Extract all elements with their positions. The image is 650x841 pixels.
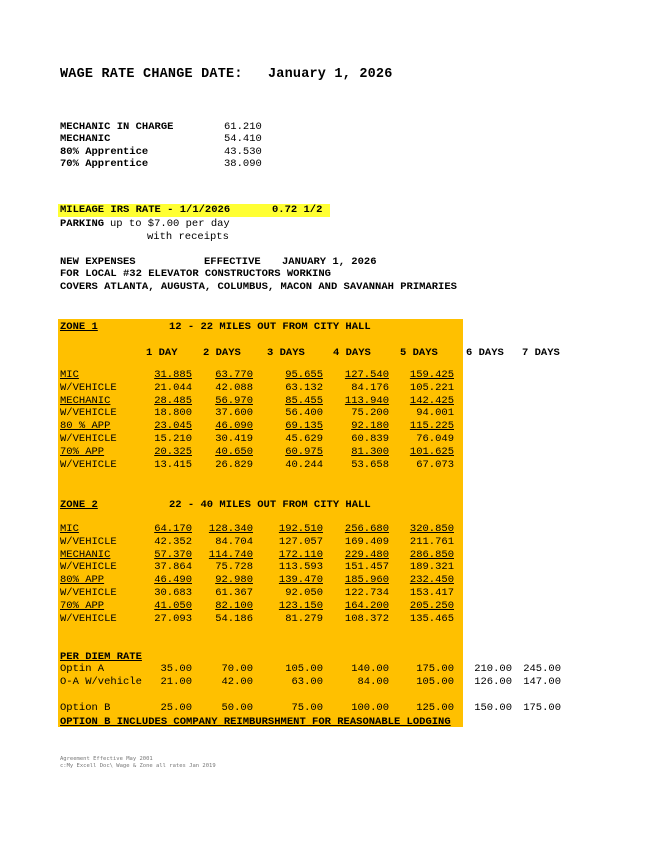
rate-cell: 286.850 <box>409 548 454 561</box>
rate-cell: 84.176 <box>351 381 389 394</box>
rate-cell: 37.600 <box>215 407 253 420</box>
row-label: Option B <box>60 702 111 714</box>
rate-cell: 30.683 <box>154 587 192 599</box>
rate-cell: 151.457 <box>344 561 389 574</box>
footer-line-1: Agreement Effective May 2001 <box>60 756 153 762</box>
rate-cell: 92.980 <box>215 574 253 587</box>
rate-cell: 128.340 <box>208 523 253 535</box>
rate-cell: 139.470 <box>278 574 323 587</box>
rate-cell: 135.465 <box>409 612 454 625</box>
rate-cell: 147.00 <box>523 676 561 688</box>
zone1-desc: 12 - 22 MILES OUT FROM CITY HALL <box>169 321 371 333</box>
base-rate-value: 38.090 <box>224 158 262 170</box>
rate-cell: 46.490 <box>154 574 192 587</box>
zone2-label: ZONE 2 <box>60 499 98 511</box>
rate-cell: 100.00 <box>351 702 389 714</box>
rate-cell: 21.044 <box>154 381 192 394</box>
rate-cell: 175.00 <box>523 702 561 714</box>
rate-cell: 169.409 <box>344 535 389 548</box>
row-label: 70% APP <box>60 599 105 612</box>
rate-cell: 159.425 <box>409 369 454 381</box>
rate-cell: 23.045 <box>154 420 192 433</box>
row-label: W/VEHICLE <box>60 535 117 548</box>
rate-cell: 42.00 <box>221 676 253 688</box>
mileage-label: MILEAGE IRS RATE - 1/1/2026 <box>60 204 231 216</box>
rate-cell: 105.221 <box>409 381 454 394</box>
rate-cell: 31.885 <box>154 369 192 381</box>
day-header: 2 DAYS <box>203 347 241 359</box>
rate-cell: 105.00 <box>416 676 454 688</box>
rate-cell: 92.050 <box>285 587 323 599</box>
rate-cell: 164.200 <box>344 599 389 612</box>
rate-cell: 60.839 <box>351 433 389 445</box>
rate-cell: 45.629 <box>285 433 323 445</box>
rate-cell: 56.400 <box>285 407 323 420</box>
rate-cell: 35.00 <box>160 663 192 675</box>
rate-cell: 95.655 <box>285 369 323 381</box>
rate-cell: 175.00 <box>416 663 454 675</box>
row-label: MECHANIC <box>60 394 111 407</box>
rate-cell: 63.770 <box>215 369 253 381</box>
parking-text-2: with receipts <box>147 231 229 243</box>
rate-cell: 13.415 <box>154 458 192 471</box>
base-rate-value: 61.210 <box>224 121 262 133</box>
footer-line-2: c:My Excell Doc\ Wage & Zone all rates Jan 2019 <box>60 763 216 769</box>
rate-cell: 18.800 <box>154 407 192 420</box>
wage-change-label: WAGE RATE CHANGE DATE: <box>60 67 243 82</box>
rate-cell: 150.00 <box>474 702 512 714</box>
row-label: W/VEHICLE <box>60 433 117 445</box>
rate-cell: 61.367 <box>215 587 253 599</box>
rate-cell: 189.321 <box>409 561 454 574</box>
mileage-value: 0.72 1/2 <box>272 204 323 216</box>
base-rate-name: MECHANIC <box>60 133 111 145</box>
rate-cell: 229.480 <box>344 548 389 561</box>
day-header: 3 DAYS <box>267 347 305 359</box>
rate-cell: 27.093 <box>154 612 192 625</box>
rate-cell: 232.450 <box>409 574 454 587</box>
day-header: 1 DAY <box>146 347 178 359</box>
row-label: 70% APP <box>60 445 105 458</box>
rate-cell: 142.425 <box>409 394 454 407</box>
expenses-date: JANUARY 1, 2026 <box>282 256 377 268</box>
rate-cell: 60.975 <box>285 445 323 458</box>
day-header: 7 DAYS <box>522 347 560 359</box>
rate-cell: 20.325 <box>154 445 192 458</box>
rate-cell: 40.244 <box>285 458 323 471</box>
rate-cell: 115.225 <box>409 420 454 433</box>
day-header: 6 DAYS <box>466 347 504 359</box>
rate-cell: 192.510 <box>278 523 323 535</box>
rate-cell: 123.150 <box>278 599 323 612</box>
rate-cell: 42.352 <box>154 535 192 548</box>
rate-cell: 185.960 <box>344 574 389 587</box>
rate-cell: 320.850 <box>409 523 454 535</box>
expenses-line-3: COVERS ATLANTA, AUGUSTA, COLUMBUS, MACON AND SAVANNAH PRIMARIES <box>60 281 457 293</box>
rate-cell: 57.370 <box>154 548 192 561</box>
rate-cell: 56.970 <box>215 394 253 407</box>
rate-cell: 172.110 <box>278 548 323 561</box>
rate-cell: 84.704 <box>215 535 253 548</box>
zone2-desc: 22 - 40 MILES OUT FROM CITY HALL <box>169 499 371 511</box>
rate-cell: 113.593 <box>278 561 323 574</box>
rate-cell: 69.135 <box>285 420 323 433</box>
zone1-label: ZONE 1 <box>60 321 98 333</box>
rate-cell: 26.829 <box>215 458 253 471</box>
expenses-effective: EFFECTIVE <box>204 256 261 268</box>
rate-cell: 42.088 <box>215 381 253 394</box>
base-rate-value: 54.410 <box>224 133 262 145</box>
expenses-line-2: FOR LOCAL #32 ELEVATOR CONSTRUCTORS WORKING <box>60 268 331 280</box>
rate-cell: 15.210 <box>154 433 192 445</box>
row-label: W/VEHICLE <box>60 381 117 394</box>
rate-cell: 81.279 <box>285 612 323 625</box>
row-label: 80 % APP <box>60 420 111 433</box>
rate-cell: 41.050 <box>154 599 192 612</box>
rate-cell: 70.00 <box>221 663 253 675</box>
day-header: 5 DAYS <box>400 347 438 359</box>
row-label: W/VEHICLE <box>60 407 117 420</box>
rate-cell: 76.049 <box>416 433 454 445</box>
row-label: W/VEHICLE <box>60 587 117 599</box>
rate-cell: 256.680 <box>344 523 389 535</box>
rate-cell: 75.200 <box>351 407 389 420</box>
rate-cell: 53.658 <box>351 458 389 471</box>
expenses-heading: NEW EXPENSES <box>60 256 136 268</box>
rate-cell: 211.761 <box>409 535 454 548</box>
row-label: 80% APP <box>60 574 105 587</box>
rate-cell: 140.00 <box>351 663 389 675</box>
rate-cell: 245.00 <box>523 663 561 675</box>
rate-cell: 75.00 <box>291 702 323 714</box>
rate-cell: 84.00 <box>357 676 389 688</box>
day-header: 4 DAYS <box>333 347 371 359</box>
rate-cell: 125.00 <box>416 702 454 714</box>
row-label: MIC <box>60 523 79 535</box>
row-label: MECHANIC <box>60 548 111 561</box>
rate-cell: 46.090 <box>215 420 253 433</box>
wage-change-date: January 1, 2026 <box>268 67 393 82</box>
row-label: MIC <box>60 369 79 381</box>
rate-cell: 113.940 <box>344 394 389 407</box>
rate-cell: 126.00 <box>474 676 512 688</box>
rate-cell: 30.419 <box>215 433 253 445</box>
rate-cell: 64.170 <box>154 523 192 535</box>
rate-cell: 63.132 <box>285 381 323 394</box>
rate-cell: 114.740 <box>208 548 253 561</box>
rate-cell: 40.650 <box>215 445 253 458</box>
row-label: Optin A <box>60 663 105 675</box>
base-rate-name: MECHANIC IN CHARGE <box>60 121 174 133</box>
per-diem-label: PER DIEM RATE <box>60 651 142 663</box>
rate-cell: 28.485 <box>154 394 192 407</box>
rate-cell: 82.100 <box>215 599 253 612</box>
rate-cell: 108.372 <box>344 612 389 625</box>
rate-cell: 92.180 <box>351 420 389 433</box>
base-rate-name: 70% Apprentice <box>60 158 149 170</box>
rate-cell: 85.455 <box>285 394 323 407</box>
rate-cell: 205.250 <box>409 599 454 612</box>
rate-cell: 75.728 <box>215 561 253 574</box>
base-rate-name: 80% Apprentice <box>60 146 149 158</box>
rate-cell: 127.057 <box>278 535 323 548</box>
parking-text: up to $7.00 per day <box>110 218 230 230</box>
rate-cell: 25.00 <box>160 702 192 714</box>
rate-cell: 81.300 <box>351 445 389 458</box>
rate-cell: 21.00 <box>160 676 192 688</box>
rate-cell: 67.073 <box>416 458 454 471</box>
rate-cell: 63.00 <box>291 676 323 688</box>
rate-cell: 94.001 <box>416 407 454 420</box>
rate-cell: 127.540 <box>344 369 389 381</box>
rate-cell: 101.625 <box>409 445 454 458</box>
row-label: W/VEHICLE <box>60 561 117 574</box>
rate-cell: 54.186 <box>215 612 253 625</box>
rate-cell: 50.00 <box>221 702 253 714</box>
base-rate-value: 43.530 <box>224 146 262 158</box>
rate-cell: 105.00 <box>285 663 323 675</box>
rate-cell: 122.734 <box>344 587 389 599</box>
parking-label: PARKING <box>60 218 105 230</box>
rate-cell: 210.00 <box>474 663 512 675</box>
row-label: W/VEHICLE <box>60 458 117 471</box>
row-label: O-A W/vehicle <box>60 676 142 688</box>
option-b-note: OPTION B INCLUDES COMPANY REIMBURSHMENT FOR REASONABLE LODGING <box>60 716 451 728</box>
rate-cell: 37.864 <box>154 561 192 574</box>
row-label: W/VEHICLE <box>60 612 117 625</box>
rate-cell: 153.417 <box>409 587 454 599</box>
